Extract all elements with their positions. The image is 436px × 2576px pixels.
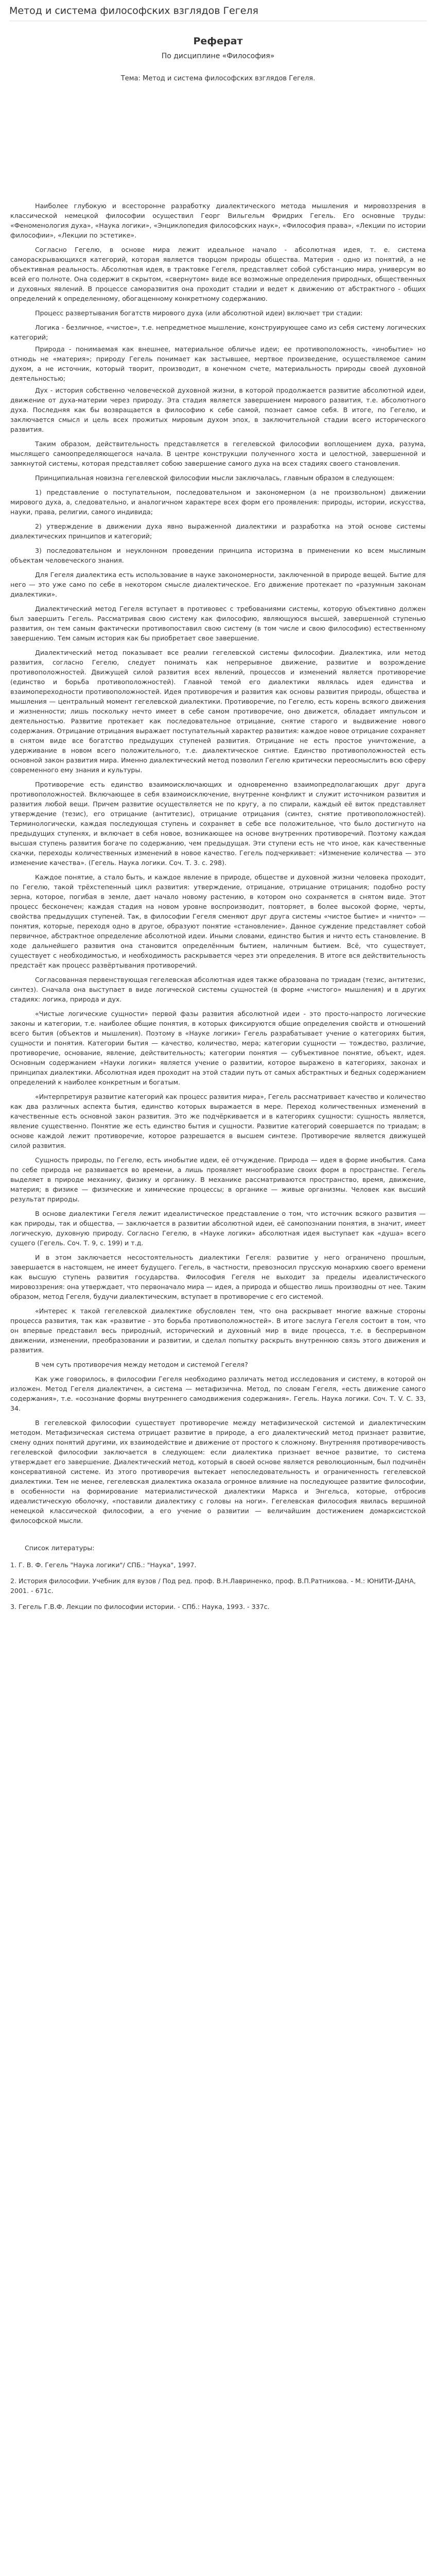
- document-discipline: По дисциплине «Философия»: [161, 52, 275, 60]
- paragraph: В гегелевской философии существует противоречие между метафизической системой и диалектическим методом. Метафизическая система отрицает развитие в природе, а его диалектический метод признает развитие, смену одних понятий другими, их взаимодействие и движение от простого к сложному. Внутренняя противоречивость гегелевской философии заключается в следующем: если диалектика признает вечное развитие, то система утверждает его завершение. Диалектический метод, который в своей основе является революционным, был подчинён консервативной системе. Из этого противоречия вытекает непоследовательность и ограниченность гегелевской диалектики. Тем не менее, гегелевская диалектика оказала огромное влияние на последующее развитие философии, в особенности на формирование материалистической диалектики Маркса и Энгельса, которые, отбросив идеалистическую оболочку, «поставили диалектику с головы на ноги». Гегелевская философия явилась вершиной немецкой классической философии, а его учение о развитии — величайшим достижением домарксистской философской мысли.: [10, 1419, 426, 1524]
- paragraph: Для Гегеля диалектика есть использование в науке закономерности, заключенной в природе вещей. Бытие для него — это уже само по себе в некотором смысле диалектическое. Его движение протекает по «разумным законам диалектики».: [10, 571, 426, 598]
- paragraph: Процесс развертывания богатств мирового духа (или абсолютной идеи) включает три стадии:: [35, 309, 363, 317]
- paragraph: Диалектический метод показывает все реалии гегелевской системы философии. Диалектика, или метод развития, согласно Гегелю, следует понимать как непрерывное движение, развитие и возрождение противоположностей. Движущей силой развития всех явлений, процессов и изменений является противоречие (единство и борьба противоположностей). Главной темой его диалектики являлась идея единства и взаимопереходности противоположностей. Идея противоречия и развития как основы развития природы, общества и мышления — центральный момент гегелевской диалектики. Противоречие, по Гегелю, есть корень всякого движения и жизненности; лишь поскольку нечто имеет в себе самом противоречие, оно движется, обладает импульсом и деятельностью. Развитие протекает как последовательное отрицание, снятие старого и выдвижение нового содержания. Отрицание отрицания выражает поступательный характер развития: каждое новое отрицание сохраняет в снятом виде все богатство предыдущих ступеней развития. Отрицание не есть простое уничтожение, а удерживание в новом всего положительного, т.е. диалектическое снятие. Единство противоположностей есть основной закон развития мира. Именно диалектический метод позволил Гегелю критически переосмыслить всю сферу современного ему знания и культуры.: [10, 649, 426, 774]
- document: [9, 21, 427, 1612]
- paragraph: Каждое понятие, а стало быть, и каждое явление в природе, обществе и духовной жизни человека проходит, по Гегелю, такой трёхстепенный цикл развития: утверждение, отрицание, отрицание отрицания; подобно росту зерна, которое, погибая в земле, дает начало новому растению, в котором оно сохраняется в снятом виде. Этот процесс бесконечен; каждая стадия на новом уровне воспроизводит, повторяет, в более высокой форме, черты, свойства предыдущих ступеней. Так, в философии Гегеля сменяют друг друга системы «чистое бытие» и «ничто» — понятия, которые, переходя одно в другое, образуют понятие «становление». Данное суждение представляет собой первичное, абстрактное определение абсолютной идеи. Иными словами, единство бытия и ничто есть становление. В ходе дальнейшего развития она становится определённым бытием, наличным бытием. Всё, что существует, существует с необходимостью, и необходимость раскрывается через эти определения. В итоге вся действительность предстаёт как процесс развёртывания противоречий.: [10, 873, 426, 969]
- paragraph: И в этом заключается несостоятельность диалектики Гегеля: развитие у него ограничено прошлым, завершается в настоящем, не имеет будущего. Гегель, в частности, превозносил прусскую монархию своего времени как высшую ступень развития государства. Философия Гегеля не выходит за пределы идеалистического мировоззрения: она утверждает, что первоначало мира — идея, а природа и общество лишь производны от нее. Таким образом, метод Гегеля, будучи диалектическим, вступает в противоречие с его системой.: [10, 1253, 426, 1300]
- literature-heading: Список литературы:: [25, 1544, 95, 1552]
- paragraph: 2) утверждение в движении духа явно выраженной диалектики и разработка на этой основе системы диалектических принципов и категорий;: [10, 522, 426, 540]
- paragraph: Таким образом, действительность представляется в гегелевской философии воплощением духа, разума, мыслящего самоопределяющегося начала. В центре конструкции полученного хоста и целостной, завершенной и замкнутой системы, которая представляет собою завершение самого духа на всех стадиях своего становления.: [10, 440, 426, 467]
- page-header-title: Метод и система философских взглядов Гегеля: [9, 5, 258, 16]
- paragraph: В чем суть противоречия между методом и системой Гегеля?: [35, 1361, 248, 1368]
- paragraph: Логика - безличное, «чистое», т.е. непредметное мышление, конструирующее само из себя систему логических категорий;: [10, 324, 426, 341]
- paragraph: «Интерпретируя развитие категорий как процесс развития мира», Гегель рассматривает качество и количество как два различных аспекта бытия, единство которых выражается в мере. Переход количественных изменений в качественные есть основной закон развития. Это же подчёркивается и в категориях сущности: сущность является, явление существенно. Понятие же есть единство бытия и сущности. Развитие категорий совершается по триадам; в основе каждой лежит противоречие, которое разрешается в высшем синтезе. Противоречие является движущей силой развития.: [10, 1093, 426, 1149]
- literature-item: 1. Г. В. Ф. Гегель "Наука логики"/ СПБ.: "Наука", 1997.: [10, 1561, 197, 1569]
- paragraph: 3) последовательном и неуклонном проведении принципа историзма в применении ко всем мыслимым объектам человеческого знания.: [10, 547, 426, 564]
- literature-list: [10, 1560, 426, 1612]
- literature-item: 3. Гегель Г.В.Ф. Лекции по философии истории. - СПб.: Наука, 1993. - 337с.: [10, 1603, 270, 1611]
- paragraph: Сущность природы, по Гегелю, есть инобытие идеи, её отчуждение. Природа — идея в форме инобытия. Сама по себе природа не развивается во времени, а лишь проявляет многообразие своих форм в пространстве. Гегель выделяет в природе механику, физику и органику. В механике рассматриваются пространство, время, движение, материя; в физике — физические и химические процессы; в органике — живые организмы. Человек как высший результат природы.: [10, 1156, 426, 1203]
- paragraph: Дух - история собственно человеческой духовной жизни, в которой продолжается развитие абсолютной идеи, движение от духа-материи через природу. Эта стадия является завершением мирового развития, т.е. абсолютного духа. Последняя как бы возвращается в философию к себе самой, познает самое себя. В итоге, по Гегелю, и заключается смысл и цель всех прожитых мировым духом эпох, в заключительной стадии всего исторического развития.: [10, 386, 426, 433]
- paragraph: В основе диалектики Гегеля лежит идеалистическое представление о том, что источник всякого развития — как природы, так и общества, — заключается в развитии абсолютной идеи, её самопознании понятия, в значит, имеет логическую, духовную природу. Согласно Гегелю, в «Науке логики» абсолютная идея выступает как «душа» всего сущего (Гегель. Соч. Т. 9, с. 199) и т.д.: [10, 1210, 426, 1247]
- paragraph: Принципиальная новизна гегелевской философии мысли заключалась, главным образом в следующем:: [35, 474, 395, 482]
- paragraph: Как уже говорилось, в философии Гегеля необходимо различать метод исследования и систему, в которой он изложен. Метод Гегеля диалектичен, а система — метафизична. Метод, по словам Гегеля, «есть движение самого содержания», т.е. «осознание формы внутреннего самодвижения содержания». Гегель. Наука логики. Соч. Т. V. С. 33, 34.: [10, 1375, 426, 1412]
- paragraph: 1) представление о поступательном, последовательном и закономерном (а не произвольном) движении мирового духа, а, следовательно, и аналогичном характере всех форм его проявления: природы, истории, искусства, науки, права, религии, самого индивида;: [10, 488, 426, 516]
- paragraph: Природа - понимаемая как внешнее, материальное обличье идеи; ее противоположность, «инобытие» но отнюдь не «материя»; природу Гегель понимает как застывшее, мертвое произведение, осуществляемое самим духом, а не источник, который творит, производит, в конечном счете, материальность природы своей духовной деятельностью;: [10, 345, 426, 382]
- literature-item: 2. История философии. Учебник для вузов / Под ред. проф. В.Н.Лавриненко, проф. В.П.Ратникова. - М.: ЮНИТИ-ДАНА, 2001. - 671с.: [10, 1577, 416, 1595]
- document-theme: Тема: Метод и система философских взглядов Гегеля.: [120, 75, 316, 82]
- paragraph: Диалектический метод Гегеля вступает в противовес с требованиями системы, которую объективно должен был завершить Гегель. Рассматривая свою систему как философию, являющуюся высшей, завершенной ступенью развития, он тем самым фактически противопоставил свою систему (в том числе и свою философию) естественному завершению. Тем самым история как бы приобретает свое завершение.: [10, 605, 426, 642]
- paragraph: Противоречие есть единство взаимоисключающих и одновременно взаимопредполагающих друг друга противоположностей. Включающее в себя взаимоисключение, внутренне конфликт и служит источником развития и развития любой вещи. Причем развитие осуществляется не по кругу, а по спирали, каждый её виток представляет утверждение (тезис), его отрицание (антитезис), отрицание отрицания (синтез, снятие противоположностей). Терминологически, каждая последующая ступень и сохраняет в себе все положительное, что было достигнуто на предыдущих ступенях, и включает в себя новое, возникающее на основе внутренних противоречий. Поэтому каждая высшая ступень развития богаче по содержанию, чем предыдущая. Эти ступени есть не что иное, как качественные скачки, переходы количественных изменений в новое качество. Гегель подчеркивает: «Изменение количества — это изменение качества». (Гегель. Наука логики. Соч. Т. 3. с. 298).: [10, 781, 426, 867]
- paragraph: «Чистые логические сущности» первой фазы развития абсолютной идеи - это просто-напросто логические законы и категории, т.е. наиболее общие понятия, в которых фиксируются общие определения свойств и отношений всего бытия (объектов и мышления). Поэтому в «Науке логики» Гегель разрабатывает учение о категориях бытия, сущности и понятия. Категории бытия — качество, количество, мера; категории сущности — тождество, различие, противоречие, основание, явление, действительность; категории понятия — субъективное понятие, объект, идея. Основным содержанием «Науки логики» является учение о развитии, которое выражено в категориях, законах и принципах диалектики. Абсолютная идея проходит на этой стадии путь от самых абстрактных и бедных содержанием определений к наиболее конкретным и богатым.: [10, 1010, 426, 1086]
- paragraph: Согласно Гегелю, в основе мира лежит идеальное начало - абсолютная идея, т. е. система самораскрывающихся категорий, которая является творцом природы общества. Материя - одно из понятий, а не объективная реальность. Абсолютная идея, в трактовке Гегеля, представляет собой субстанцию мира, универсум во всей его полноте. Она содержит в скрытом, «свернутом» виде все возможные определения природных, общественных и духовных явлений. В процессе саморазвития она проходит стадии и ведет к движению от абстрактного - общих определений к определенному, обогащенному конкретному содержанию.: [10, 246, 426, 302]
- document-body: [10, 201, 426, 1526]
- document-title: Реферат: [193, 36, 243, 47]
- paragraph: Согласованная первенствующая гегелевская абсолютная идея также образована по триадам (тезис, антитезис, синтез). Сначала она выступает в виде логической системы сущностей (в форме «чистого» мышления) и в других стадиях: логика, природа и дух.: [10, 976, 426, 1003]
- paragraph: Наиболее глубокую и всесторонне разработку диалектического метода мышления и мировоззрения в классической немецкой философии осуществил Георг Вильгельм Фридрих Гегель. Его основные труды: «Феноменология духа», «Наука логики», «Энциклопедия философских наук», «Философия права», «Лекции по истории философии», «Лекции по эстетике».: [10, 202, 426, 239]
- paragraph: «Интерес к такой гегелевской диалектике обусловлен тем, что она раскрывает многие важные стороны процесса развития, так как «развитие - это борьба противоположностей». В итоге заслуга Гегеля состоит в том, что он впервые представил весь природный, исторический и духовный мир в виде процесса, т.е. в беспрерывном движении, изменении, преобразовании и развитии, и сделал попытку раскрыть внутреннюю связь этого движения и развития.: [10, 1307, 426, 1354]
